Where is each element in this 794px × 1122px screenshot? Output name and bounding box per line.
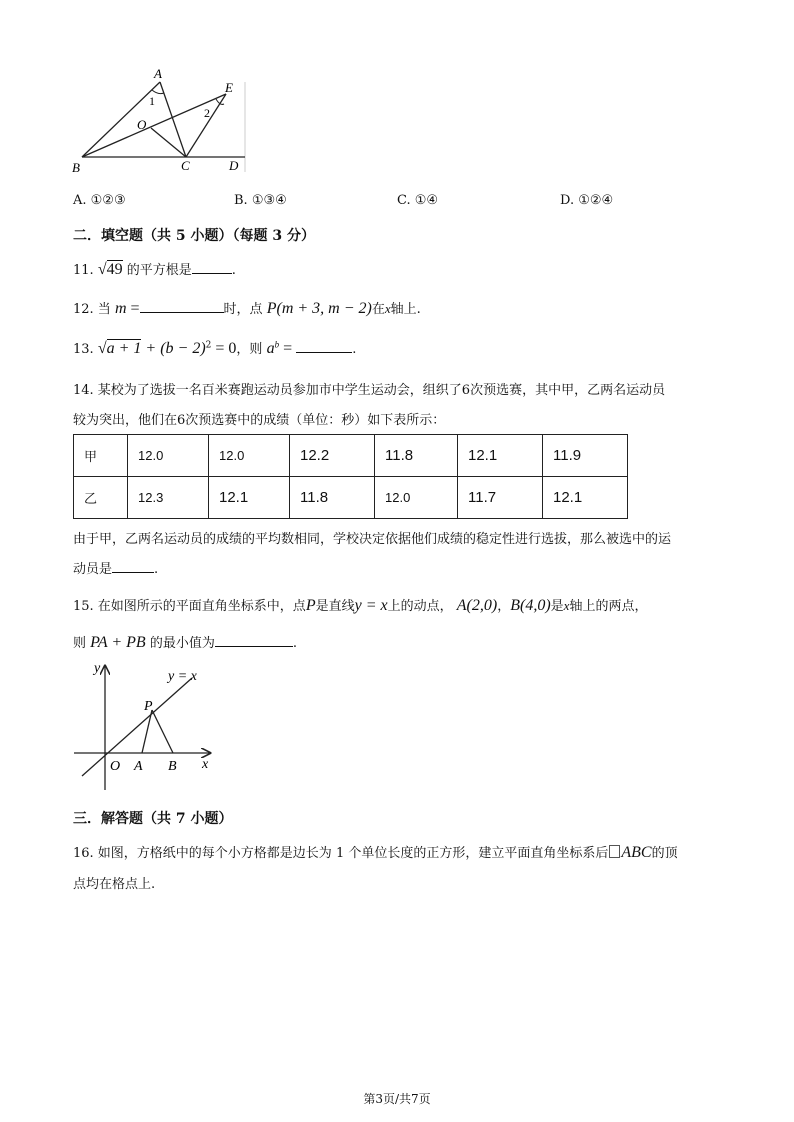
q13-radicand: a + 1 [106, 340, 142, 357]
question-13 [73, 338, 356, 358]
table-cell: 11.8 [375, 435, 458, 477]
q15-end: . [292, 636, 297, 651]
table-cell: 乙 [74, 477, 128, 519]
q16-line-2: 点均在格点上. [73, 877, 156, 892]
label-O: O [137, 117, 147, 132]
q15-text-c: 上的动点， [387, 599, 453, 614]
table-cell: 甲 [74, 435, 128, 477]
label-D: D [229, 158, 239, 173]
label-E: E [225, 80, 233, 95]
label-B: B [72, 160, 80, 175]
q11-number: 11. [73, 263, 94, 278]
q15-line-1 [73, 595, 647, 615]
label-C: C [181, 158, 190, 173]
q13-then: ，则 [236, 342, 263, 357]
label-O: O [110, 759, 121, 774]
sqrt-symbol: √49 [97, 261, 123, 278]
q15-text-f: 则 [73, 636, 87, 651]
q14-line-1: 14. 某校为了选拔一名百米赛跑运动员参加市中学生运动会，组织了6次预选赛，其中甲，乙两名运动员 [73, 383, 666, 398]
q15-line-eq: y = x [354, 597, 388, 614]
q15-text-e: 轴上的两点， [569, 599, 648, 614]
q11-text: 的平方根是 [126, 263, 192, 278]
q14-line-3: 由于甲，乙两名运动员的成绩的平均数相同，学校决定依据他们成绩的稳定性进行选拔，那么被选中的运 [73, 532, 672, 547]
q15-line-2 [73, 632, 297, 652]
table-cell: 12.0 [375, 477, 458, 519]
q16-line-1 [73, 842, 678, 862]
q13-eq: = [279, 340, 293, 357]
segment-PA [142, 710, 152, 753]
label-line-eq: y = x [168, 669, 197, 684]
q14-line-4-text: 动员是 [73, 562, 113, 577]
q13-end: . [352, 342, 357, 357]
q14-line-4 [73, 558, 158, 577]
figure-angle-geometry [68, 64, 253, 179]
choice-a[interactable]: A. ①②③ [73, 193, 126, 208]
q12-tail: 轴上. [390, 302, 421, 317]
question-12 [73, 298, 421, 318]
table-cell: 11.7 [458, 477, 543, 519]
q11-end: . [231, 263, 236, 278]
q12-coords: (m + 3, m − 2) [276, 300, 372, 317]
q12-eq: = [126, 300, 140, 317]
page-number: 第3页/共7页 [363, 1092, 431, 1106]
choice-c[interactable]: C. ①④ [397, 193, 439, 208]
label-angle-2: 2 [204, 106, 210, 120]
q16-triangle: ABC [621, 844, 652, 861]
q15-text-b: 是直线 [315, 599, 355, 614]
q12-number: 12. 当 [73, 302, 111, 317]
q15-point-p: P [305, 597, 316, 614]
label-A: A [154, 66, 162, 81]
table-cell: 12.1 [209, 477, 290, 519]
q11-answer-blank[interactable] [192, 261, 232, 274]
q16-text: 16. 如图，方格纸中的每个小方格都是边长为 1 个单位长度的正方形，建立平面直角坐标系后 [73, 846, 609, 861]
q14-answer-blank[interactable] [112, 560, 154, 573]
q14-line-2: 较为突出，他们在6次预选赛中的成绩（单位：秒）如下表所示： [73, 413, 446, 428]
table-cell: 12.0 [128, 435, 209, 477]
q13-power: b [274, 339, 280, 350]
q13-expr: + (b − 2) [141, 340, 206, 357]
q15-text-a: 15. 在如图所示的平面直角坐标系中，点 [73, 599, 306, 614]
label-P: P [144, 699, 153, 714]
label-angle-1: 1 [149, 94, 155, 108]
triangle-symbol [609, 845, 620, 858]
table-cell: 12.2 [290, 435, 375, 477]
q13-eq0: = 0 [211, 340, 237, 357]
q13-number: 13. [73, 342, 94, 357]
q15-axis: x [563, 598, 570, 613]
table-cell: 12.3 [128, 477, 209, 519]
table-cell: 11.9 [543, 435, 628, 477]
label-y: y [94, 661, 101, 676]
q15-point-a: A(2,0) [456, 597, 498, 614]
q15-text-d: 是 [550, 599, 564, 614]
q11-radicand: 49 [106, 261, 123, 278]
table-cell: 12.1 [543, 477, 628, 519]
figure-coordinate-plane [70, 658, 220, 793]
segment-PB [152, 710, 173, 753]
q12-mid: 时，点 [223, 302, 263, 317]
q13-exp: 2 [205, 340, 212, 351]
q16-text-end: 的顶 [651, 846, 678, 861]
choice-d[interactable]: D. ①②④ [560, 193, 614, 208]
table-row [74, 477, 628, 519]
table-cell: 11.8 [290, 477, 375, 519]
q15-text-g: 的最小值为 [149, 636, 215, 651]
q13-sqrt: √a + 1 [97, 340, 142, 357]
label-x: x [202, 757, 209, 772]
q14-end: . [154, 562, 159, 577]
label-A: A [134, 759, 143, 774]
q12-var-m: m [114, 300, 127, 317]
q12-axis: x [384, 301, 391, 316]
q15-sep: ， [497, 599, 511, 614]
q13-base: a [266, 340, 275, 357]
table-row [74, 435, 628, 477]
label-B: B [168, 759, 177, 774]
section-3-heading: 三．解答题（共 7 小题） [73, 811, 233, 827]
q15-answer-blank[interactable] [215, 634, 293, 647]
q12-point: P [266, 300, 277, 317]
q12-in: 在 [371, 302, 385, 317]
table-cell: 12.1 [458, 435, 543, 477]
question-11 [73, 259, 236, 279]
q15-expr: PA + PB [90, 634, 146, 651]
section-2-heading: 二．填空题（共 5 小题）（每题 3 分） [73, 228, 315, 244]
q15-point-b: B(4,0) [510, 597, 551, 614]
q12-answer-blank[interactable] [140, 300, 224, 313]
table-cell: 12.0 [209, 435, 290, 477]
q13-answer-blank[interactable] [296, 340, 352, 353]
choice-b[interactable]: B. ①③④ [234, 193, 287, 208]
scores-table [73, 434, 628, 519]
